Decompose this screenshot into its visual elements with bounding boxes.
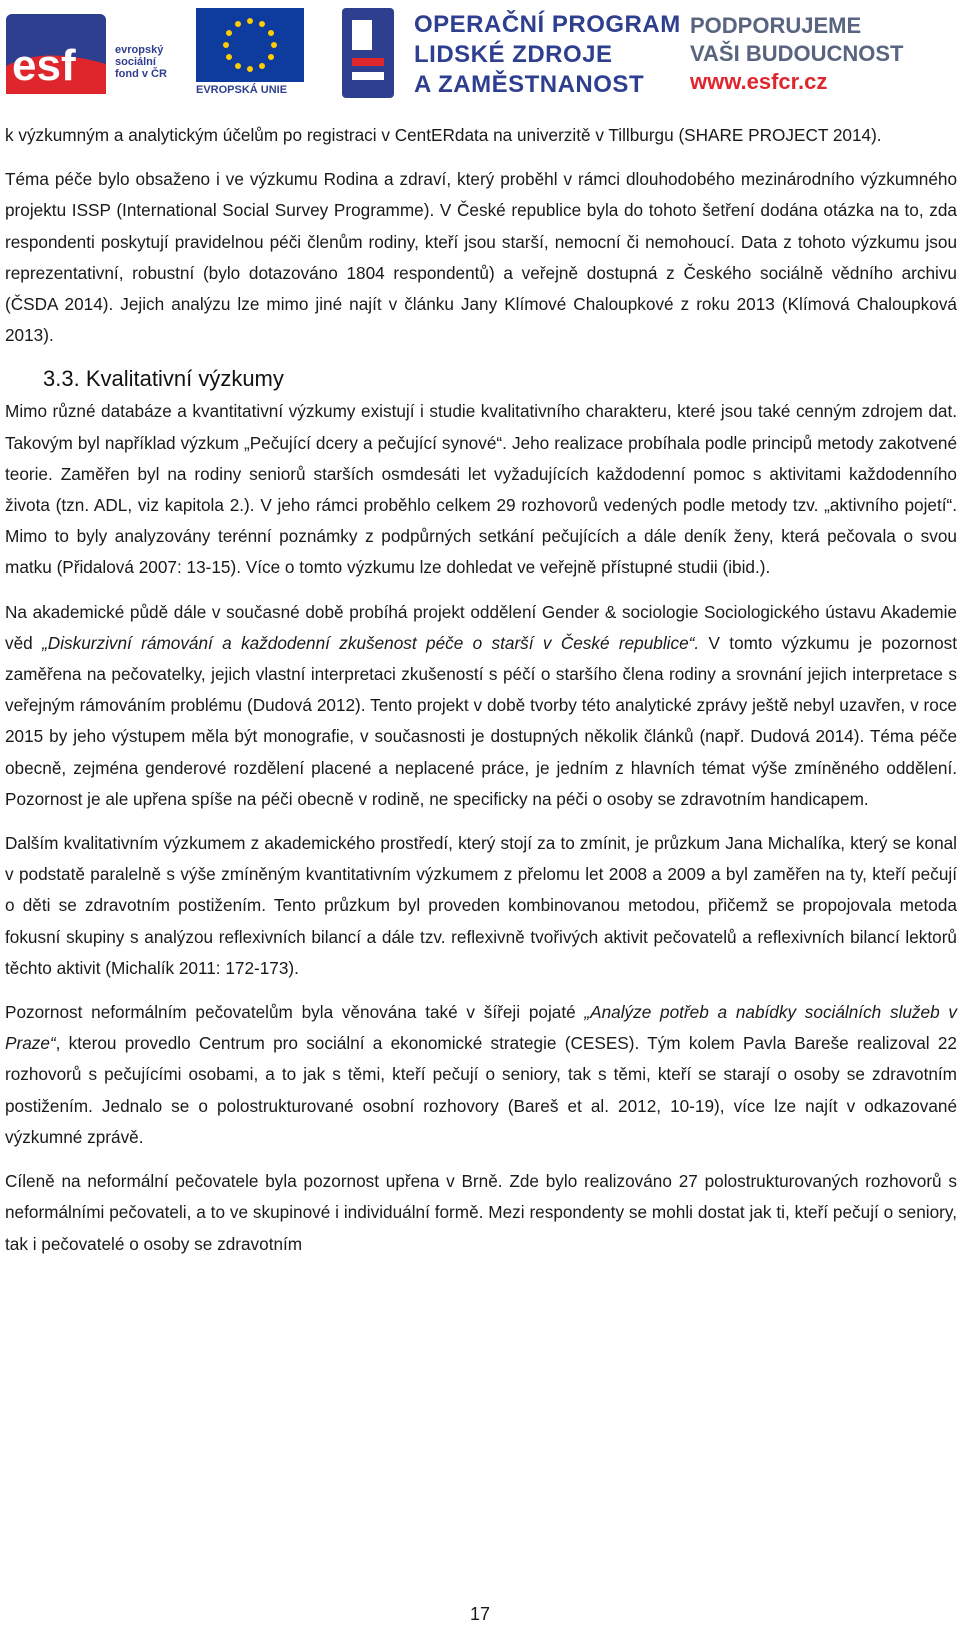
opz-line: OPERAČNÍ PROGRAM [414, 11, 681, 38]
esf-logo-text: esf [12, 41, 76, 90]
paragraph-text: V tomto výzkumu je pozornost zaměřena na pečovatelky, jejich vlastní interpretaci zkušeností s péčí o staršího člena rodiny a srovnání jejich interpretace s veřejným rámováním problému (Dudová 2012). Tento projekt v době tvorby této analytické zprávy ještě nebyl uzavřen, v roce 2015 by jeho výstupem měla být monografie, v současnosti je dostupných několik článků (např. Dudová 2014). Téma péče obecně, zejména genderové rozdělení placené a neplacené práce, je jedním z hlavních témat výše zmíněného oddělení. Pozornost je ale upřena spíše na péči obecně v rodině, ne specificky na péči o osoby se zdravotním handicapem. [5, 632, 957, 809]
esf-logo [4, 6, 114, 102]
paragraph: Téma péče bylo obsaženo i ve výzkumu Rodina a zdraví, který proběhl v rámci dlouhodobého mezinárodního výzkumného projektu ISSP (International Social Survey Programme). V České republice byla do tohoto šetření dodána otázka na to, zda respondenti poskytují pravidelnou péči členům rodiny, kteří jsou starší, nemocní či nemohoucí. Data z tohoto výzkumu jsou reprezentativní, robustní (bylo dotazováno 1804 respondentů) a veřejně dostupná z Českého sociálně vědního archivu (ČSDA 2014). Jejich analýzu lze mimo jiné najít v článku Jany Klímové Chaloupkové z roku 2013 (Klímová Chaloupková 2013). [5, 169, 957, 346]
paragraph [5, 597, 957, 815]
section-number: 3.3. [43, 366, 80, 392]
paragraph: Dalším kvalitativním výzkumem z akademického prostředí, který stojí za to zmínit, je průzkum Jana Michalíka, který se konal v podstatě paralelně s výše zmíněným kvantitativním výzkumem z přelomu let 2008 a 2009 a byl zaměřen na ty, kteří pečují o děti se zdravotním postižením. Tento průzkum byl proveden kombinovanou metodou, přičemž se propojovala metoda fokusní skupiny s analýzou reflexivních bilancí a dále tzv. reflexivně tvořivých aktivit pečovatelů a reflexivních bilancí lektorů těchto aktivit (Michalík 2011: 172-173). [5, 833, 957, 978]
paragraph-text: , kterou provedlo Centrum pro sociální a ekonomické strategie (CESES). Tým kolem Pavla Bareše realizoval 22 rozhovorů s pečujícími osobami, a to jak s těmi, kteří pečují o seniory, tak s těmi, kteří se starají o osoby se zdravotním postižením. Jednalo se o polostrukturované osobní rozhovory (Bareš et al. 2012, 10-19), více lze najít v odkazované výzkumné zprávě. [5, 1033, 957, 1147]
support-slogan [690, 12, 904, 96]
eu-label: EVROPSKÁ UNIE [196, 84, 288, 96]
paragraph: k výzkumným a analytickým účelům po registraci v CentERdata na univerzitě v Tillburgu (SHARE PROJECT 2014). [5, 125, 882, 145]
section-heading [43, 364, 957, 394]
support-line: PODPORUJEME [690, 13, 862, 38]
opz-line: LIDSKÉ ZDROJE [414, 41, 613, 68]
opz-title [414, 10, 681, 100]
esf-subtitle [115, 44, 167, 80]
paragraph: Mimo různé databáze a kvantitativní výzkumy existují i studie kvalitativního charakteru, které jsou také cenným zdrojem dat. Takovým byl například výzkum „Pečující dcery a pečující synové“. Jeho realizace probíhala podle principů metody zakotvené teorie. Zaměřen byl na rodiny seniorů starších osmdesáti let vyžadujících každodenní pomoc s aktivitami každodenního života (tzn. ADL, viz kapitola 2.). V jeho rámci proběhlo celkem 29 rozhovorů vedených podle metody tzv. „aktivního pojetí“. Mimo to byly analyzovány terénní poznámky z podpůrných setkání pečujících a dále deník ženy, která pečovala o svou matku (Přidalová 2007: 13-15). Více o tomto výzkumu lze dohledat ve veřejně přístupné studii (ibid.). [5, 401, 957, 578]
support-line: VAŠI BUDOUCNOST [690, 41, 904, 66]
esf-sub-line: evropský [115, 44, 164, 56]
paragraph-text: Pozornost neformálním pečovatelům byla věnována také v šířeji pojaté [5, 1002, 585, 1023]
page-number: 17 [469, 1604, 491, 1624]
eu-flag-icon [196, 8, 304, 82]
project-title: „Diskurzivní rámování a každodenní zkušenost péče o starší v České republice“. [42, 632, 700, 653]
support-url-link[interactable]: www.esfcr.cz [690, 69, 828, 94]
esf-sub-line: fond v ČR [115, 68, 167, 80]
page-header [0, 0, 960, 110]
paragraph-text: Na akademické půdě dále v současné době probíhá projekt oddělení Gender & sociologie Sociologického ústavu Akademie věd [5, 601, 957, 653]
esf-sub-line: sociální [115, 56, 156, 68]
opz-line: A ZAMĚSTNANOST [414, 71, 645, 98]
section-title: Kvalitativní výzkumy [85, 366, 284, 392]
opz-logo [340, 6, 400, 100]
paragraph: Cíleně na neformální pečovatele byla pozornost upřena v Brně. Zde bylo realizováno 27 polostrukturovaných rozhovorů s neformálními pečovateli, a to ve skupinové i individuální formě. Mezi respondenty se mohli dostat jak ti, kteří pečují o seniory, tak i pečovatelé o osoby se zdravotním [5, 1171, 957, 1254]
paragraph [5, 997, 957, 1153]
document-body [5, 120, 957, 1273]
study-title: „Analýze potřeb a nabídky sociálních služeb v Praze“ [5, 1002, 958, 1054]
